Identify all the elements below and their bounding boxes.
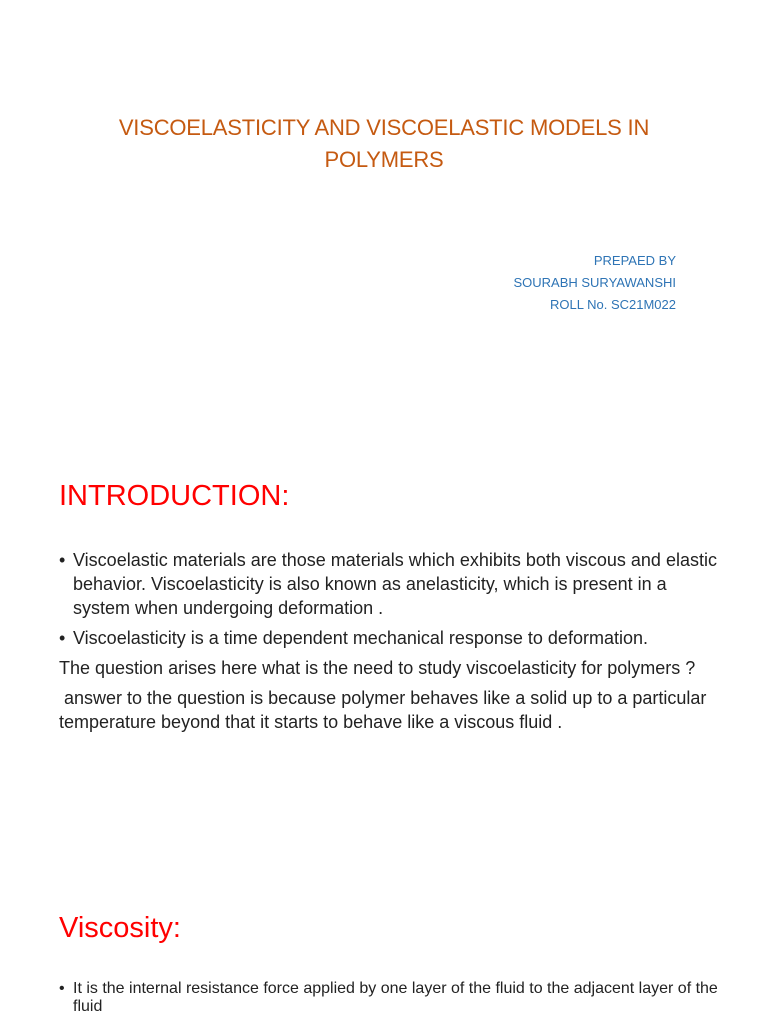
presentation-title: VISCOELASTICITY AND VISCOELASTIC MODELS IN POLYMERS	[118, 115, 650, 172]
paragraph: The question arises here what is the need to study viscoelasticity for polymers ?	[59, 658, 696, 678]
viscosity-heading: Viscosity:	[59, 912, 181, 944]
author-name: SOURABH SURYAWANSHI	[513, 275, 676, 290]
paragraph: answer to the question is because polymer behaves like a solid up to a particular temperature beyond that it starts to behave like a viscous fluid .	[59, 688, 712, 732]
introduction-body	[59, 548, 719, 740]
introduction-slide	[0, 432, 768, 864]
bullet-item: • It is the internal resistance force applied by one layer of the fluid to the adjacent layer of the fluid	[59, 980, 719, 1016]
introduction-heading: INTRODUCTION:	[59, 480, 290, 512]
roll-number: ROLL No. SC21M022	[550, 297, 676, 312]
bullet-item: • Viscoelasticity is a time dependent mechanical response to deformation.	[59, 626, 719, 650]
bullet-item: • Viscoelastic materials are those materials which exhibits both viscous and elastic behavior. Viscoelasticity is also known as anelasticity, which is present in a system when undergoing deformation .	[59, 548, 719, 620]
author-block	[513, 250, 676, 316]
prepared-by-label: PREPAED BY	[593, 253, 676, 268]
viscosity-slide	[0, 864, 768, 1024]
viscosity-body	[59, 980, 719, 1020]
title-slide	[0, 0, 768, 432]
